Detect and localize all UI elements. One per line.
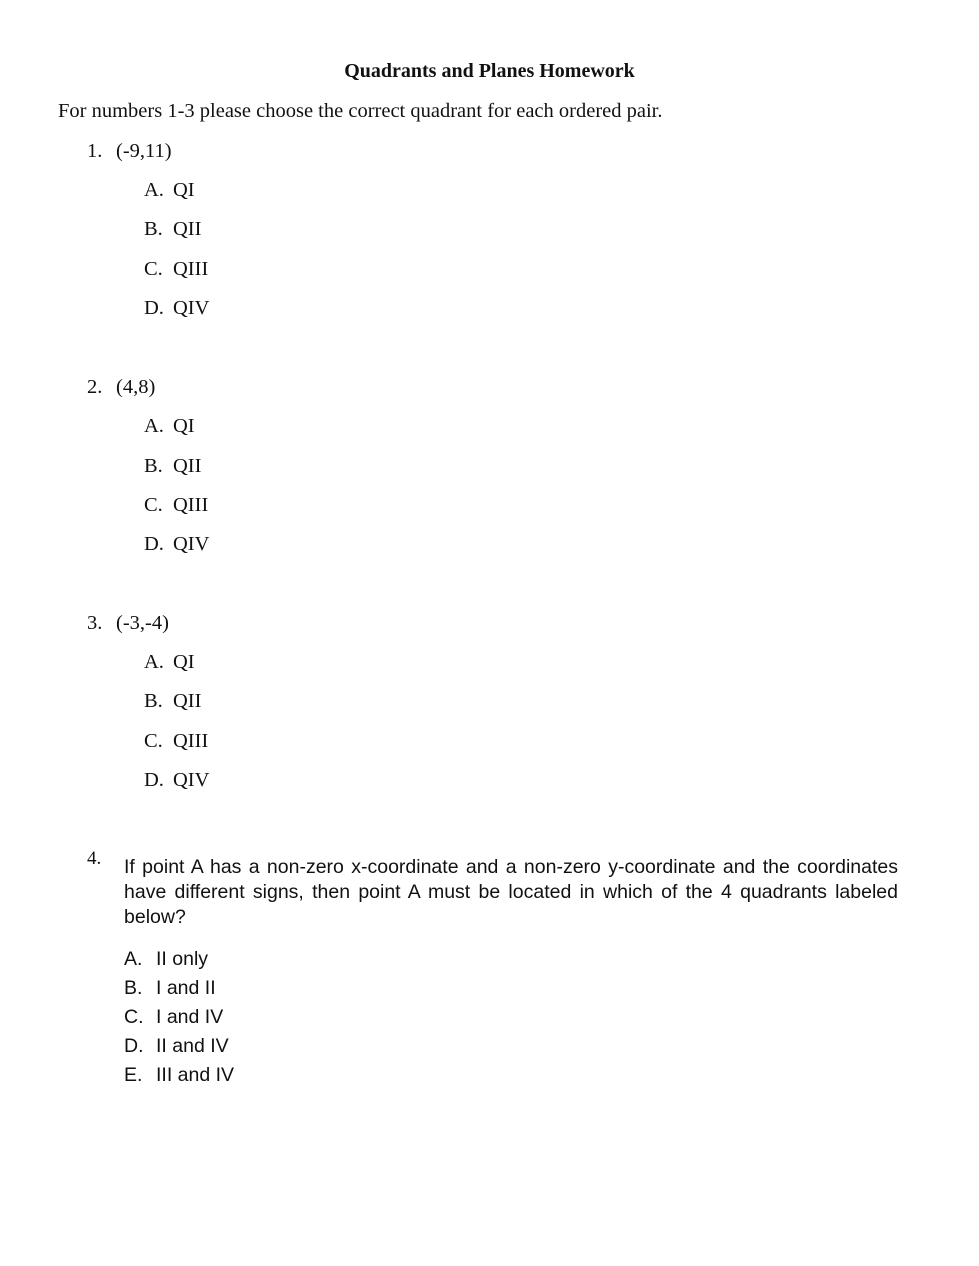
option-text: QII [173, 455, 202, 477]
option-text: QII [173, 690, 202, 712]
option-text: QII [173, 218, 202, 240]
option-text: QIII [173, 730, 209, 752]
question-2 [87, 376, 155, 399]
question-1-option-a[interactable] [144, 179, 195, 202]
option-letter: A. [144, 179, 164, 201]
question-3-option-c[interactable] [144, 730, 208, 753]
question-4-number: 4. [87, 848, 102, 869]
option-text: I and IV [156, 1006, 224, 1028]
question-3-option-b[interactable] [144, 690, 201, 713]
question-2-option-d[interactable] [144, 533, 209, 556]
question-4-text: If point A has a non-zero x-coordinate and a non-zero y-coordinate and the coordinates have different signs, then point A must be located in which of the 4 quadrants labeled below? [124, 856, 898, 928]
option-letter: E. [124, 1064, 143, 1086]
question-3 [87, 612, 169, 635]
option-letter: D. [144, 769, 164, 791]
option-text: II only [156, 948, 209, 970]
option-letter: A. [144, 651, 164, 673]
option-letter: A. [124, 948, 143, 970]
question-3-option-a[interactable] [144, 651, 195, 674]
option-letter: B. [144, 455, 163, 477]
question-text: (-3,-4) [116, 612, 169, 634]
option-letter: C. [144, 494, 163, 516]
option-text: QIV [173, 533, 210, 555]
question-1-option-b[interactable] [144, 218, 201, 241]
option-letter: A. [144, 415, 164, 437]
option-letter: D. [124, 1035, 144, 1057]
question-2-option-c[interactable] [144, 494, 208, 517]
question-1-option-d[interactable] [144, 297, 209, 320]
option-text: I and II [156, 977, 216, 999]
question-4-option-b[interactable] [124, 977, 216, 1000]
option-text: QIII [173, 258, 209, 280]
question-number: 1. [87, 140, 103, 162]
question-number: 2. [87, 376, 103, 398]
question-2-option-b[interactable] [144, 455, 201, 478]
question-4-option-e[interactable] [124, 1064, 234, 1087]
option-letter: B. [144, 690, 163, 712]
option-text: QI [173, 651, 195, 673]
question-2-option-a[interactable] [144, 415, 195, 438]
instructions: For numbers 1-3 please choose the correct quadrant for each ordered pair. [58, 100, 663, 122]
question-4-option-a[interactable] [124, 948, 208, 971]
question-3-option-d[interactable] [144, 769, 209, 792]
option-letter: C. [144, 258, 163, 280]
option-text: QIII [173, 494, 209, 516]
question-number: 3. [87, 612, 103, 634]
option-letter: C. [124, 1006, 144, 1028]
question-4-option-d[interactable] [124, 1035, 229, 1058]
option-text: QIV [173, 297, 210, 319]
option-letter: D. [144, 297, 164, 319]
option-text: III and IV [156, 1064, 235, 1086]
question-4-option-c[interactable] [124, 1006, 223, 1029]
option-letter: B. [124, 977, 143, 999]
option-text: II and IV [156, 1035, 229, 1057]
option-letter: C. [144, 730, 163, 752]
question-1-option-c[interactable] [144, 258, 208, 281]
question-text: (4,8) [116, 376, 156, 398]
question-1 [87, 140, 172, 163]
option-text: QI [173, 415, 195, 437]
option-letter: B. [144, 218, 163, 240]
option-text: QIV [173, 769, 210, 791]
option-text: QI [173, 179, 195, 201]
option-letter: D. [144, 533, 164, 555]
question-text: (-9,11) [116, 140, 172, 162]
page-title: Quadrants and Planes Homework [344, 60, 635, 82]
